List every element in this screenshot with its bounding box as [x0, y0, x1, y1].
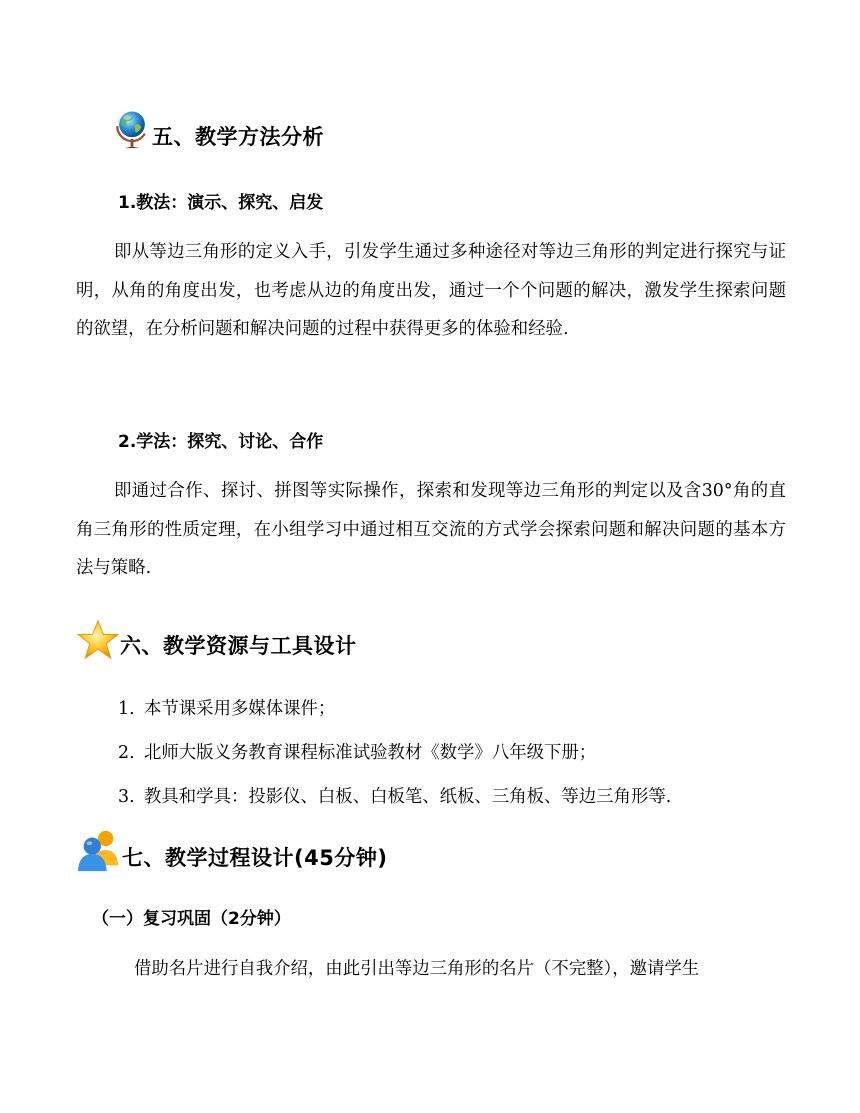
- subsection-heading: （一）复习巩固（2分钟）: [92, 909, 291, 929]
- list-item: 2. 北师大版义务教育课程标准试验教材《数学》八年级下册；: [118, 743, 597, 763]
- subsection-heading: 1.教法：演示、探究、启发: [118, 193, 324, 213]
- star-icon: [76, 618, 120, 662]
- section-heading-resources: [76, 618, 357, 662]
- users-icon: [76, 826, 122, 874]
- section-heading-methods: [76, 110, 324, 152]
- list-item: 1. 本节课采用多媒体课件；: [118, 699, 336, 719]
- globe-icon: [110, 104, 154, 152]
- subsection-heading: 2.学法：探究、讨论、合作: [118, 432, 324, 452]
- section-heading-process: [76, 826, 387, 874]
- section-title: 五、教学方法分析: [152, 125, 324, 149]
- list-item: 3. 教具和学具：投影仪、白板、白板笔、纸板、三角板、等边三角形等.: [118, 787, 672, 807]
- paragraph: 即从等边三角形的定义入手，引发学生通过多种途径对等边三角形的判定进行探究与证明，从角的角度出发，也考虑从边的角度出发，通过一个个问题的解决，激发学生探索问题的欲望，在分析问题和解决问题的过程中获得更多的体验和经验.: [76, 242, 786, 339]
- paragraph: 即通过合作、探讨、拼图等实际操作，探索和发现等边三角形的判定以及含30°角的直角三角形的性质定理，在小组学习中通过相互交流的方式学会探索问题和解决问题的基本方法与策略.: [76, 481, 786, 578]
- paragraph: 借助名片进行自我介绍，由此引出等边三角形的名片（不完整），邀请学生: [134, 959, 700, 979]
- section-title: 七、教学过程设计(45分钟): [122, 846, 388, 870]
- section-title: 六、教学资源与工具设计: [120, 634, 357, 658]
